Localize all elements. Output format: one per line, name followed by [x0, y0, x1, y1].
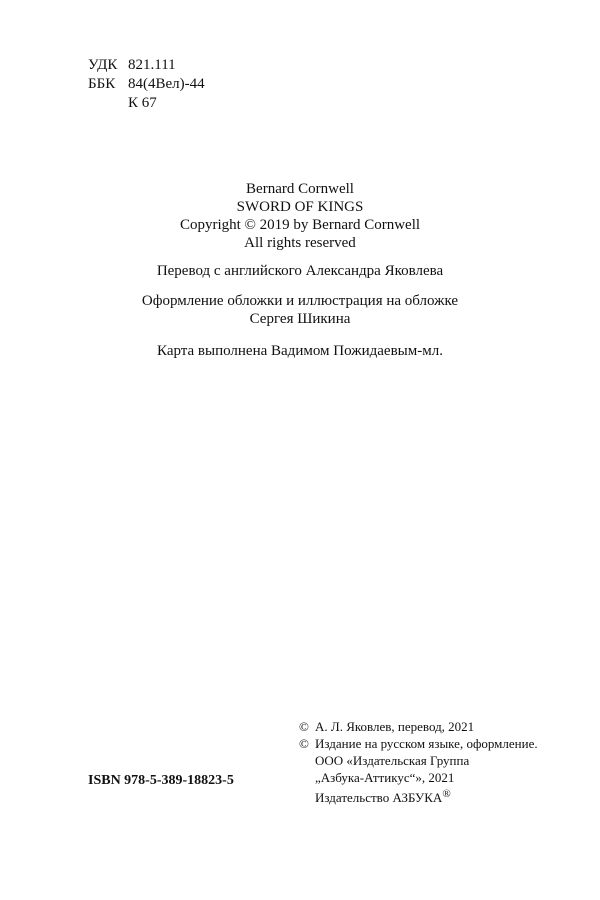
imprint-line	[299, 786, 538, 806]
translation-credit	[0, 262, 600, 280]
cover-credit-line1: Оформление обложки и иллюстрация на обложке	[141, 293, 459, 309]
bbk-row	[88, 75, 205, 94]
cover-credit-line2: Сергея Шикина	[249, 311, 351, 327]
translator-line: Перевод с английского Александра Яковлева	[156, 263, 444, 279]
original-copyright: Copyright © 2019 by Bernard Cornwell	[179, 217, 421, 233]
classification-block	[88, 56, 205, 113]
notice-edition-text: Издание на русском языке, оформление.	[315, 736, 538, 751]
udk-row	[88, 56, 205, 75]
udk-value: 821.111	[128, 57, 176, 73]
author-mark: К 67	[128, 95, 157, 111]
notice-edition	[299, 735, 538, 752]
imprint-name: Издательство АЗБУКА	[315, 790, 443, 805]
copyright-notices	[299, 718, 538, 806]
publisher-line2: „Азбука-Аттикус“», 2021	[315, 770, 455, 785]
bbk-value: 84(4Вел)-44	[128, 76, 205, 92]
copyright-symbol: ©	[299, 736, 309, 751]
rights-reserved: All rights reserved	[244, 235, 356, 251]
original-title: SWORD OF KINGS	[236, 199, 364, 215]
publisher-line1: ООО «Издательская Группа	[315, 753, 470, 768]
registered-mark: ®	[442, 788, 451, 800]
map-credit-line: Карта выполнена Вадимом Пожидаевым-мл.	[157, 343, 443, 359]
cover-credit	[0, 292, 600, 328]
bbk-label: ББК	[88, 76, 116, 92]
copyright-symbol: ©	[299, 719, 309, 734]
udk-label: УДК	[88, 57, 118, 73]
original-edition-credits	[0, 180, 600, 252]
map-credit	[0, 342, 600, 360]
notice-translation-text: А. Л. Яковлев, перевод, 2021	[315, 719, 475, 734]
isbn: ISBN 978-5-389-18823-5	[88, 773, 234, 788]
notice-translation	[299, 718, 538, 735]
author-name: Bernard Cornwell	[246, 181, 354, 197]
